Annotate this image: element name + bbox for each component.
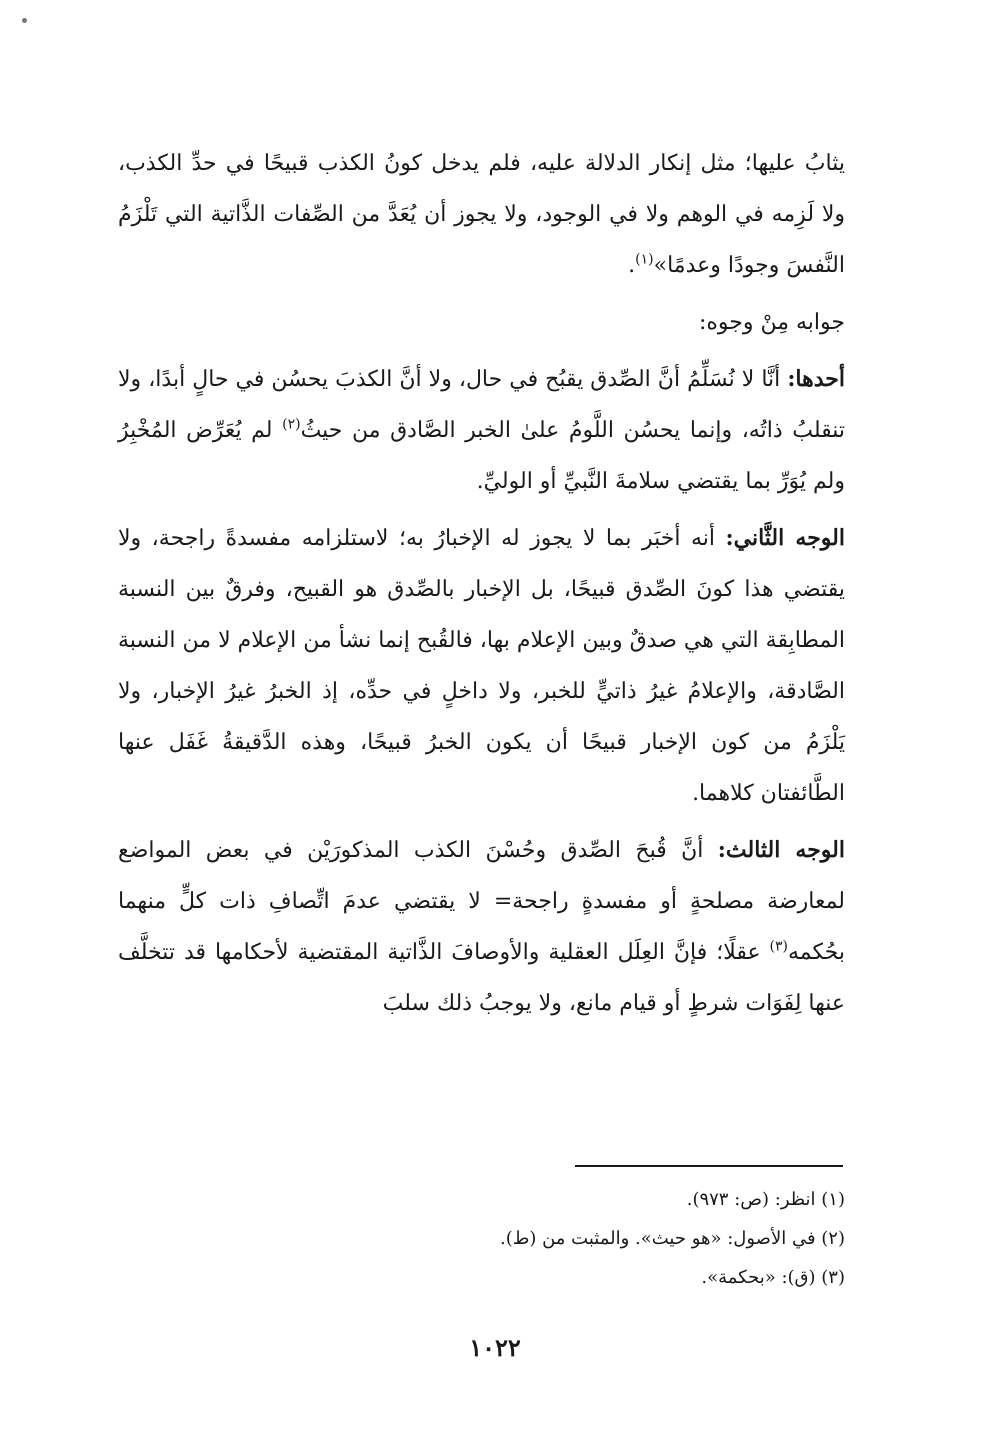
footnote-1: (١) انظر: (ص: ٩٧٣). (686, 1189, 845, 1210)
paragraph-lead: أحدها: (787, 366, 845, 392)
footnote-divider (575, 1165, 843, 1167)
footnote-ref-1: (١) (635, 251, 654, 268)
main-text (118, 138, 845, 1029)
paragraph-lead: الوجه الثَّاني: (725, 525, 845, 551)
paragraph-4: الوجه الثَّاني: أنه أخبَر بما لا يجوز له الإخبارُ به؛ لاستلزامه مفسدةً راجحة، ولا يقتضي هذا كونَ الصِّدق قبيحًا، بل الإخبار بالصِّدق هو القبيح، وفرقٌ بين النسبة المطابِقة التي هي صدقٌ وبين الإعلام بها، فالقُبح إنما نشأ من الإعلام لا من النسبة الصَّادقة، والإعلامُ غيرُ ذاتيٍّ للخبر، ولا داخلٍ في حدِّه، إذ الخبرُ غيرُ الإخبار، ولا يَلْزَمُ من كون الإخبار قبيحًا أن يكون الخبرُ قبيحًا، وهذه الدَّقيقةُ غَفَل عنها الطَّائفتان كلاهما. (118, 525, 845, 806)
paragraph-2: جوابه مِنْ وجوه: (698, 310, 845, 335)
page-number: ١٠٢٢ (469, 1333, 521, 1362)
footnote-ref-3: (٣) (769, 938, 788, 955)
footnote-3: (٣) (ق): «بحكمة». (701, 1267, 845, 1288)
footnotes (440, 1180, 845, 1297)
footnote-2: (٢) في الأصول: «هو حيث». والمثبت من (ط). (499, 1228, 845, 1249)
paragraph-1: يثابُ عليها؛ مثل إنكار الدلالة عليه، فلم يدخل كونُ الكذب قبيحًا في حدِّ الكذب، ولا لَزِمه في الوهم ولا في الوجود، ولا يجوز أن يُعَدَّ من الصِّفات الذَّاتية التي تَلْزَمُ النَّفسَ وجودًا وعدمًا»$^{(١)}$. (118, 151, 846, 278)
scan-dot (22, 18, 27, 23)
paragraph-5: الوجه الثالث: أنَّ قُبحَ الصِّدق وحُسْنَ الكذب المذكورَيْن في بعض المواضع لمعارضة مصلحةٍ أو مفسدةٍ راجحة= لا يقتضي عدمَ اتِّصافِ ذات كلٍّ منهما بحُكمه$^{(٣)}$ عقلًا؛ فإنَّ العِلَل العقلية والأوصافَ الذَّاتية المقتضية لأحكامها قد تتخلَّف عنها لِفَوَات شرطٍ أو قيام مانع، ولا يوجبُ ذلك سلبَ (118, 837, 845, 1016)
paragraph-3: أحدها: أنَّا لا نُسَلِّمُ أنَّ الصِّدق يقبُح في حال، ولا أنَّ الكذبَ يحسُن في حالٍ أبدًا، ولا تنقلبُ ذاتُه، وإنما يحسُن اللَّومُ علىٰ الخبر الصَّادق من حيثُ$^{(٢)}$ لم يُعَرِّض المُخْبِرُ ولم يُوَرِّ بما يقتضي سلامةَ النَّبيِّ أو الوليِّ. (118, 366, 845, 494)
footnote-ref-2: (٢) (282, 416, 301, 433)
paragraph-lead: الوجه الثالث: (717, 837, 845, 863)
